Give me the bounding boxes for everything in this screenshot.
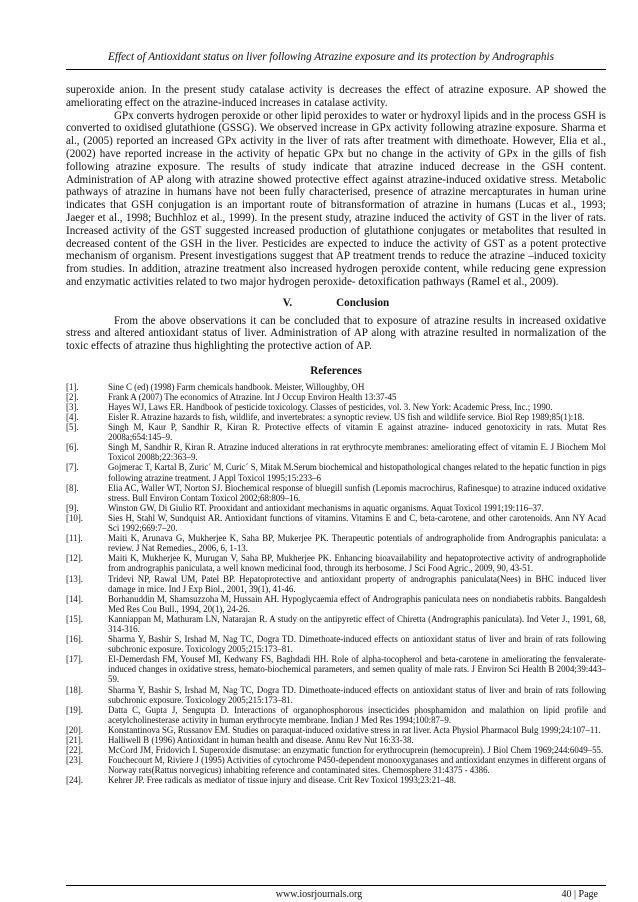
reference-number: [9]. bbox=[66, 502, 79, 513]
reference-item bbox=[66, 503, 606, 513]
reference-list bbox=[66, 382, 606, 786]
reference-text: Gojmerac T, Kartal B, Zuric´ M, Curic´ S, Mitak M.Serum biochemical and histopathological changes related to the hepatic function in pigs following atrazine treatment. J Appl Toxicol 1995;15:233–6 bbox=[108, 462, 606, 483]
reference-text: Frank A (2007) The economics of Atrazine. Int J Occup Environ Health 13:37-45 bbox=[108, 391, 397, 402]
reference-number: [4]. bbox=[66, 412, 79, 423]
footer-rule bbox=[66, 885, 606, 886]
reference-text: Sharma Y, Bashir S, Irshad M, Nag TC, Dogra TD. Dimethoate-induced effects on antioxidant status of liver and brain of rats following subchronic exposure. Toxicology 2005;215:173–81. bbox=[108, 684, 606, 705]
reference-number: [24]. bbox=[66, 775, 84, 786]
reference-item bbox=[66, 594, 606, 614]
reference-item bbox=[66, 513, 606, 533]
reference-text: El-Demerdash FM, Yousef MI, Kedwany FS, Baghdadi HH. Role of alpha-tocopherol and beta-carotene in ameliorating the fenvalerate-induced changes in oxidative stress, hemato-biochemical parameters, and semen quality of male rats. J Environ Sci Health B 2004;39:443–59. bbox=[108, 654, 606, 685]
reference-number: [8]. bbox=[66, 482, 79, 493]
reference-number: [22]. bbox=[66, 745, 84, 756]
reference-number: [13]. bbox=[66, 573, 84, 584]
reference-item bbox=[66, 705, 606, 725]
reference-text: Tridevi NP, Rawal UM, Patel BP. Hepatoprotective and antioxidant property of andrographis paniculata(Nees) in BHC induced liver damage in mice. Ind J Exp Biol., 2001, 39(1), 41-46. bbox=[108, 573, 606, 594]
reference-text: Singh M, Kaur P, Sandhir R, Kiran R. Protective effects of vitamin E against atrazine- induced genotoxicity in rats. Mutat Res 2008a;654:145–9. bbox=[108, 422, 606, 443]
reference-item bbox=[66, 745, 606, 755]
reference-text: Maiti K, Mukherjee K, Murugan V, Saha BP, Mukherjee PK. Enhancing bioavailability and hepatoprotective activity of andrographolide from andrographis paniculata, a well known medicinal food, through its herbosome. J Sci Food Agric., 2009, 90, 43-51. bbox=[108, 553, 606, 574]
reference-text: Hayes WJ, Laws ER. Handbook of pesticide toxicology. Classes of pesticides, vol. 3. New York: Academic Press, Inc.; 1990. bbox=[108, 401, 553, 412]
reference-item bbox=[66, 402, 606, 412]
reference-item bbox=[66, 725, 606, 735]
reference-text: Kanniappan M, Mathuram LN, Natarajan R. A study on the antipyretic effect of Chiretta (Andrographis paniculata). Ind Veter J., 1991, 68, 314-316. bbox=[108, 613, 606, 634]
reference-item bbox=[66, 533, 606, 553]
reference-item bbox=[66, 634, 606, 654]
reference-text: Sies H, Stahl W, Sundquist AR. Antioxidant functions of vitamins. Vitamins E and C, beta-carotene, and other carotenoids. Ann NY Acad Sci 1992;669:7–20. bbox=[108, 512, 606, 534]
paragraph-1: superoxide anion. In the present study catalase activity is decreases the effect of atrazine exposure. AP showed the ameliorating effect on the atrazine-induced increases in catalase activity. bbox=[66, 84, 606, 109]
reference-number: [16]. bbox=[66, 634, 84, 645]
header-rule bbox=[66, 69, 606, 70]
reference-number: [20]. bbox=[66, 724, 84, 735]
reference-number: [12]. bbox=[66, 553, 84, 564]
reference-text: Borhanuddin M, Shamsuzzoha M, Hussain AH. Hypoglycaemia effect of Andrographis paniculata nees on nondiabetis rabbits. Bangaldesh Med Res Cou Bull., 1994, 20(1), 24-26. bbox=[108, 593, 606, 614]
running-title: Effect of Antioxidant status on liver following Atrazine exposure and its protection by Andrographis bbox=[108, 51, 554, 63]
reference-number: [3]. bbox=[66, 401, 79, 412]
reference-text: Singh M, Sandhir R, Kiran R. Atrazine induced alterations in rat erythrocyte membranes: ameliorating effect of vitamin E. J Biochem Mol Toxicol 2008b;22:363–9. bbox=[108, 442, 606, 463]
reference-text: Eisler R. Atrazine hazards to fish, wildlife, and invertebrates: a synoptic review. US fish and wildlife service. Biol Rep 1989;85(1):18. bbox=[108, 412, 585, 423]
reference-item bbox=[66, 483, 606, 503]
reference-item bbox=[66, 442, 606, 462]
reference-item bbox=[66, 553, 606, 573]
reference-text: Maiti K, Arunava G, Mukherjee K, Saha BP, Mukerjee PK. Therapeutic potentials of andrographolide from Andrographis paniculata: a review. J Nat Remedies., 2006, 6, 1-13. bbox=[108, 533, 606, 554]
reference-number: [14]. bbox=[66, 593, 84, 604]
reference-number: [11]. bbox=[66, 533, 83, 544]
reference-number: [1]. bbox=[66, 381, 79, 392]
reference-item bbox=[66, 574, 606, 594]
reference-text: Sine C (ed) (1998) Farm chemicals handbook. Meister, Willoughby, OH bbox=[108, 381, 365, 392]
reference-number: [23]. bbox=[66, 755, 84, 766]
references-heading: References bbox=[310, 364, 362, 377]
reference-item bbox=[66, 614, 606, 634]
reference-number: [7]. bbox=[66, 462, 79, 473]
reference-number: [17]. bbox=[66, 654, 84, 665]
reference-number: [18]. bbox=[66, 684, 84, 695]
paragraph-2: GPx converts hydrogen peroxide or other lipid peroxides to water or hydroxyl lipids and in the process GSH is converted to oxidised glutathione (GSSG). We observed increase in GPx activity following atrazine exposure. Sharma et al., (2005) reported an increased GPx activity in the liver of rats after treatment with dimethoate. However, Elia et al., (2002) have reported increase in the activity of hepatic GPx but no change in the activity of GPx in the gills of fish following atrazine exposure. The results of study indicate that atrazine induced decrease in the GSH content. Administration of AP along with atrazine showed protective effect against atrazine-induced oxidative stress. Metabolic pathways of atrazine in humans have not been fully characterised, presence of atrazine mercapturates in human urine indicates that GSH conjugation is an important route of bitransformation of atrazine in humans (Lucas et al., 1993; Jaeger et al., 1998; Buchhloz et al., 1999). In the present study, atrazine induced the activity of GST in the liver of rats. Increased activity of the GST suggested increased production of glutathione conjugates or metabolites that resulted in decreased content of the GSH in the liver. Pesticides are expected to induce the activity of GST as a potent protective mechanism of organism. Present investigations suggest that AP treatment trends to reduce the atrazine –induced toxicity from studies. In addition, atrazine treatment also increased hydrogen peroxide content, while reducing gene expression and enzymatic activities related to two major hydrogen peroxide- detoxification pathways (Ramel et al., 2009). bbox=[66, 109, 606, 288]
reference-number: [2]. bbox=[66, 391, 79, 402]
reference-number: [5]. bbox=[66, 422, 79, 433]
reference-text: Kehrer JP. Free radicals as mediator of tissue injury and disease. Crit Rev Toxicol 1993;23:21–48. bbox=[108, 775, 456, 786]
reference-text: Datta C, Gupta J, Sengupta D. Interactions of organophosphorous insecticides phosphamidon and malathion on lipid profile and acetylcholinesterase activity in human erythrocyte membrane. Indian J Med Res 1994;100:87–9. bbox=[108, 704, 606, 725]
reference-item bbox=[66, 382, 606, 392]
reference-item bbox=[66, 462, 606, 482]
reference-text: Elia AC, Waller WT, Norton SJ. Biochemical response of bluegill sunfish (Lepomis macrochirus, Rafinesque) to atrazine induced oxidative stress. Bull Environ Contam Toxicol 2002;68:809–16. bbox=[108, 482, 606, 503]
conclusion-paragraph: From the above observations it can be concluded that to exposure of atrazine results in increased oxidative stress and altered antioxidant status of liver. Administration of AP along with atrazine resulted in normalization of the toxic effects of atrazine thus highlighting the protective action of AP. bbox=[66, 314, 606, 353]
reference-text: Sharma Y, Bashir S, Irshad M, Nag TC, Dogra TD. Dimethoate-induced effects on antioxidant status of liver and brain of rats following subchronic exposure. Toxicology 2005;215:173–81. bbox=[108, 634, 606, 655]
section-heading bbox=[66, 297, 606, 310]
reference-item bbox=[66, 755, 606, 775]
reference-item bbox=[66, 685, 606, 705]
reference-text: Halliwell B (1996) Antioxidant in human health and disease. Annu Rev Nut 16:33-38. bbox=[108, 735, 414, 746]
footer-site: www.iosrjournals.org bbox=[275, 889, 363, 900]
page-number: 40 | Page bbox=[561, 889, 598, 900]
reference-item bbox=[66, 735, 606, 745]
reference-text: McCord JM, Fridovich I. Superoxide dismutase: an enzymatic function for erythrocuprein (hemocuprein). J Biol Chem 1969;244:6049–55. bbox=[108, 745, 604, 756]
main-text bbox=[66, 84, 606, 785]
reference-text: Winston GW, Di Giulio RT. Prooxidant and antioxidant mechanisms in aquatic organisms. Aquat Toxicol 1991;19:116–37. bbox=[108, 502, 544, 513]
reference-item bbox=[66, 775, 606, 785]
section-title: Conclusion bbox=[336, 296, 390, 309]
reference-item bbox=[66, 422, 606, 442]
reference-item bbox=[66, 412, 606, 422]
reference-text: Fouchecourt M, Riviere J (1995) Activities of cytochrome P450-dependent monooxyganases and antioxidant enzymes in different organs of Norway rats(Rattus norvegicus) inhabiting reference and contaminated sites. Chemosphere 31:4375 - 4386. bbox=[108, 755, 606, 776]
reference-text: Konstantinova SG, Russanov EM. Studies on paraquat-induced oxidative stress in rat liver. Acta Physiol Pharmacol Bulg 1999;24:107–11. bbox=[108, 724, 601, 735]
reference-number: [15]. bbox=[66, 613, 84, 624]
reference-number: [10]. bbox=[66, 512, 84, 523]
reference-item bbox=[66, 392, 606, 402]
reference-number: [19]. bbox=[66, 704, 84, 715]
reference-item bbox=[66, 654, 606, 684]
section-number: V. bbox=[282, 296, 293, 309]
reference-number: [21]. bbox=[66, 735, 84, 746]
reference-number: [6]. bbox=[66, 442, 79, 453]
